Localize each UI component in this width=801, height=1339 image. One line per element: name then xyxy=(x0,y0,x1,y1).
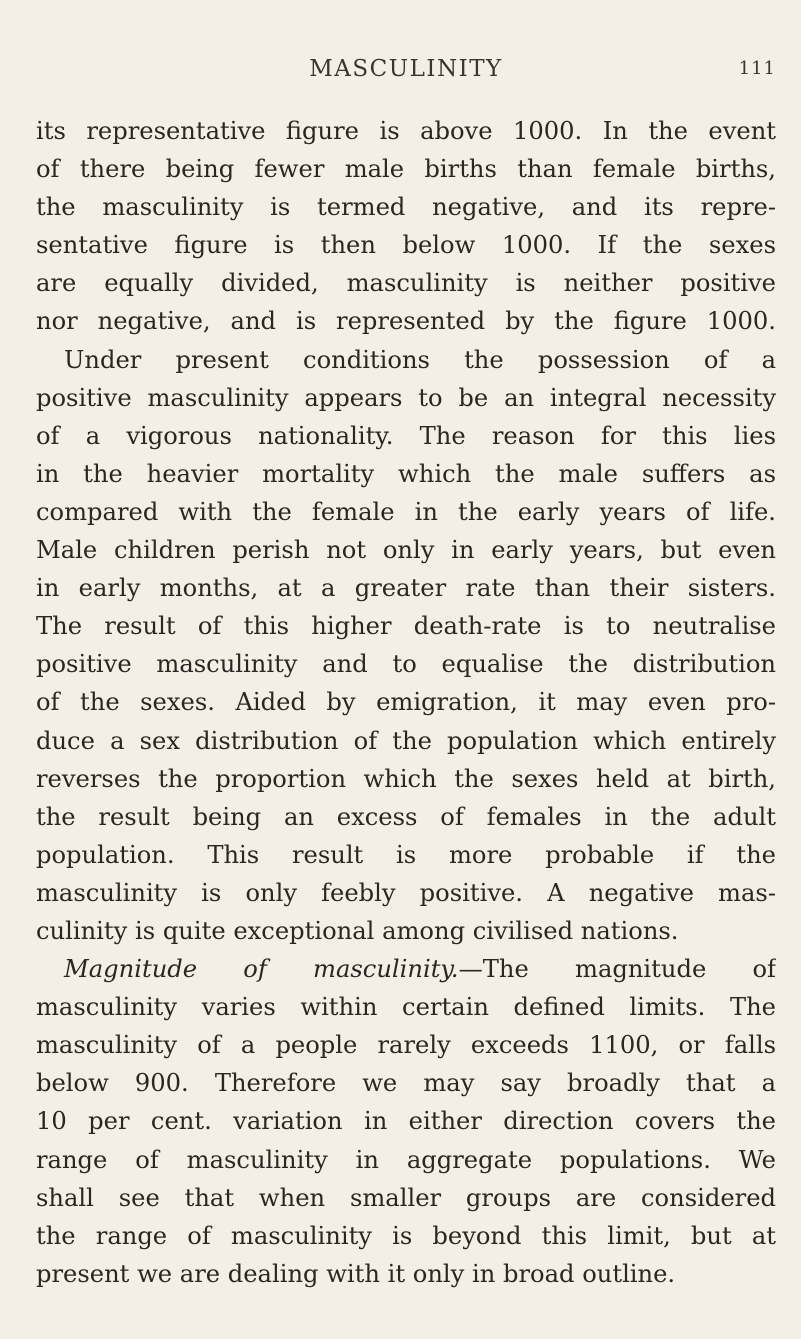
text-line: the range of masculinity is beyond this limit, but at xyxy=(36,1221,776,1250)
text-line: masculinity of a people rarely exceeds 1100, or falls xyxy=(36,1031,776,1060)
text-line: are equally divided, masculinity is neither positive xyxy=(36,269,776,298)
text-line: population. This result is more probable if the xyxy=(36,840,776,869)
text-line: of there being fewer male births than female births, xyxy=(36,155,776,184)
text-line: Male children perish not only in early years, but even xyxy=(36,536,776,565)
text-line: 10 per cent. variation in either direction covers the xyxy=(36,1107,776,1136)
text-line: duce a sex distribution of the population which entirely xyxy=(36,726,776,755)
text-line: compared with the female in the early years of life. xyxy=(36,497,776,526)
text-line: Under present conditions the possession of a xyxy=(64,345,776,374)
text-line: nor negative, and is represented by the figure 1000. xyxy=(36,307,776,336)
section-heading-line xyxy=(36,950,776,988)
text-line: reverses the proportion which the sexes held at birth, xyxy=(36,764,776,793)
text-line: range of masculinity in aggregate populations. We xyxy=(36,1145,776,1174)
text-line: masculinity is only feebly positive. A negative mas- xyxy=(36,878,776,907)
text-line: masculinity varies within certain defined limits. The xyxy=(36,993,776,1022)
text-line: positive masculinity and to equalise the distribution xyxy=(36,650,776,679)
text-line: positive masculinity appears to be an integral necessity xyxy=(36,383,776,412)
text-line: culinity is quite exceptional among civilised nations. xyxy=(36,916,679,945)
text-line: the result being an excess of females in the adult xyxy=(36,802,776,831)
body-text xyxy=(36,112,776,1293)
text-line: present we are dealing with it only in broad outline. xyxy=(36,1259,676,1288)
text-line: in early months, at a greater rate than their sisters. xyxy=(36,574,776,603)
section-heading-rest: —The magnitude of xyxy=(458,955,776,984)
text-line: the masculinity is termed negative, and its repre- xyxy=(36,193,776,222)
text-line: of a vigorous nationality. The reason for this lies xyxy=(36,421,776,450)
running-head xyxy=(36,56,776,90)
text-line: shall see that when smaller groups are considered xyxy=(36,1183,776,1212)
text-line: of the sexes. Aided by emigration, it may even pro- xyxy=(36,688,776,717)
text-line: The result of this higher death-rate is to neutralise xyxy=(36,612,776,641)
running-title: MASCULINITY xyxy=(309,56,503,82)
text-line: sentative figure is then below 1000. If the sexes xyxy=(36,231,776,260)
text-line: below 900. Therefore we may say broadly that a xyxy=(36,1069,776,1098)
text-line: in the heavier mortality which the male suffers as xyxy=(36,459,776,488)
section-heading: Magnitude of masculinity. xyxy=(64,955,459,984)
page-number: 111 xyxy=(738,58,776,79)
text-line: its representative figure is above 1000. In the event xyxy=(36,117,776,145)
